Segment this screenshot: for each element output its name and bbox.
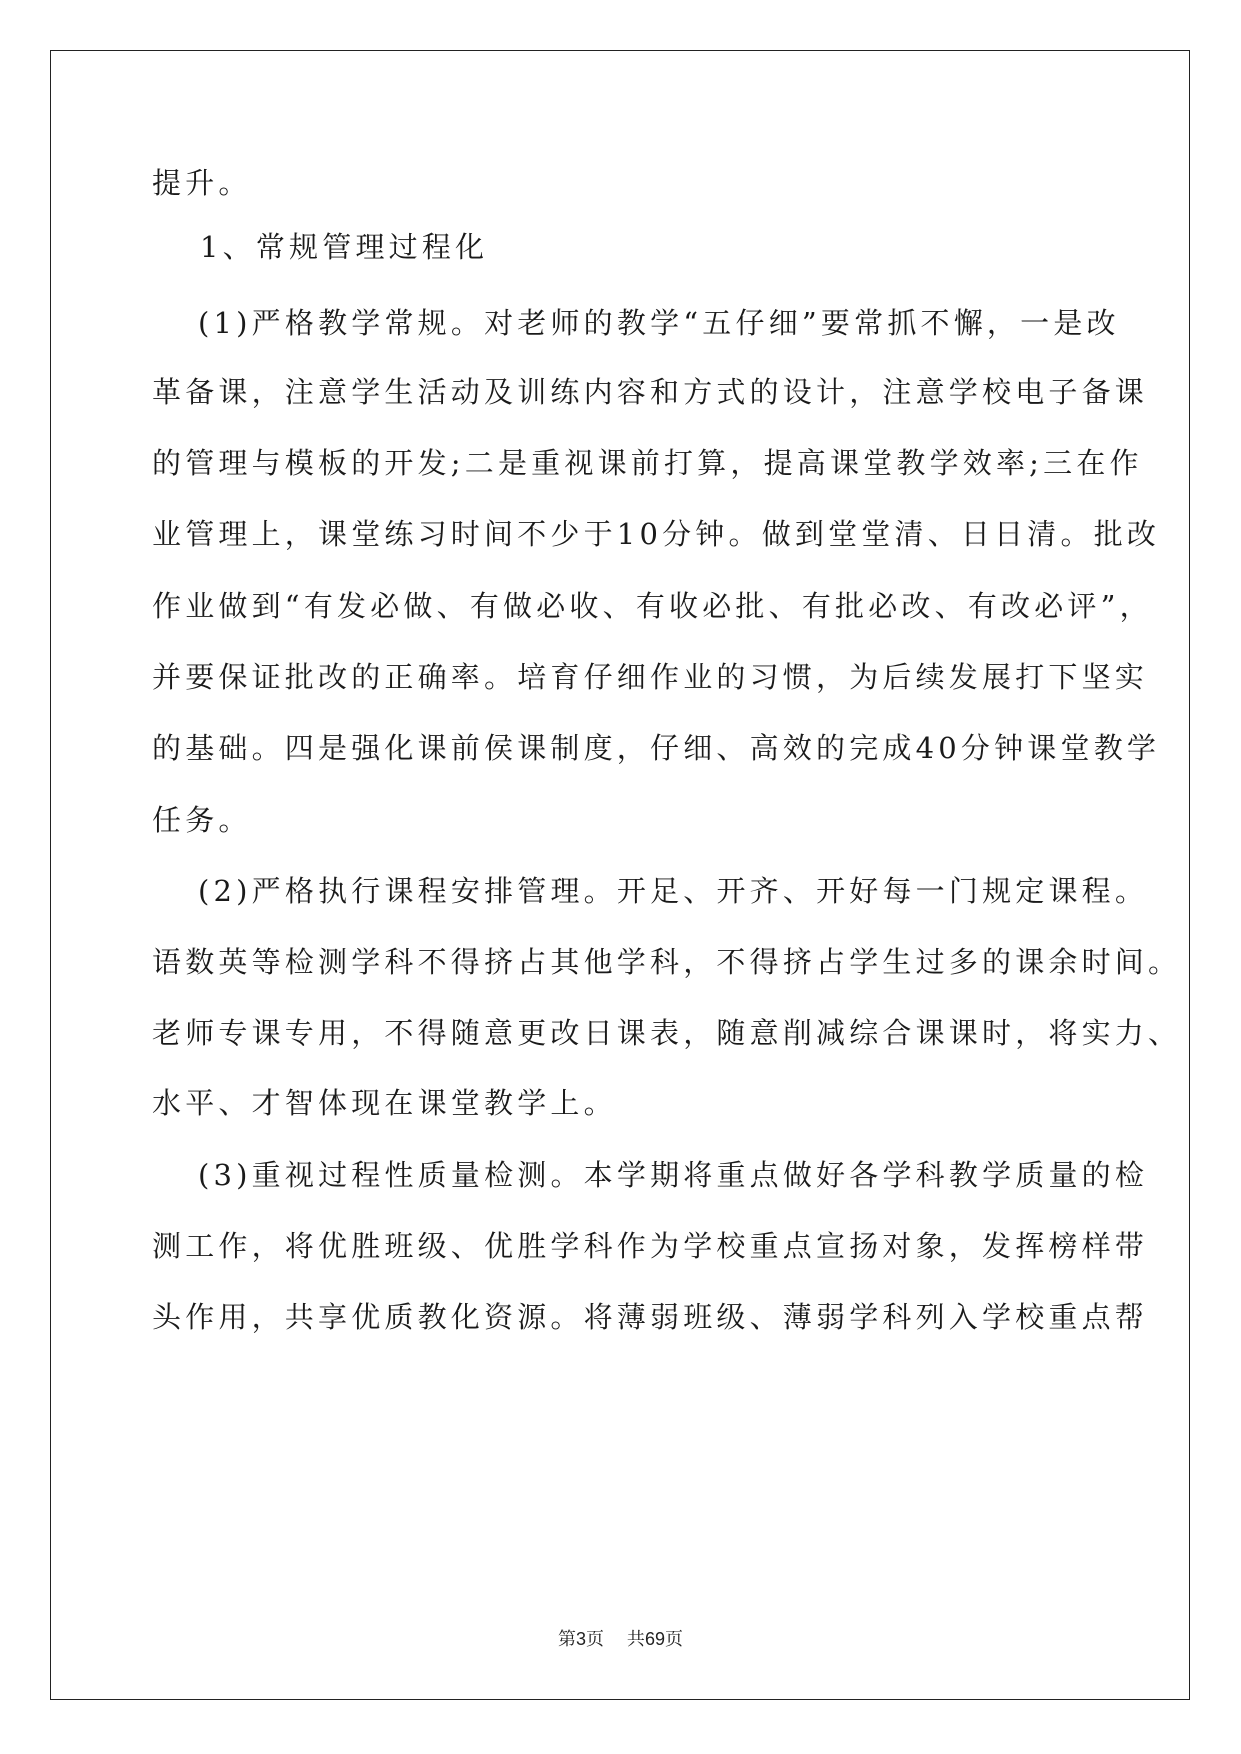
paragraph-line: 头作用，共享优质教化资源。将薄弱班级、薄弱学科列入学校重点帮	[152, 1300, 1149, 1334]
paragraph-line: 语数英等检测学科不得挤占其他学科，不得挤占学生过多的课余时间。	[152, 945, 1182, 979]
paragraph-line: 业管理上，课堂练习时间不少于10分钟。做到堂堂清、日日清。批改	[152, 517, 1161, 551]
paragraph-line: 老师专课专用，不得随意更改日课表，随意削减综合课课时，将实力、	[152, 1016, 1182, 1050]
paragraph-line: 的基础。四是强化课前侯课制度，仔细、高效的完成40分钟课堂教学	[152, 731, 1161, 765]
paragraph-line: 任务。	[152, 803, 252, 837]
paragraph-line: (2)严格执行课程安排管理。开足、开齐、开好每一门规定课程。	[198, 874, 1149, 908]
page-footer	[0, 1625, 1241, 1651]
footer-prefix: 第	[558, 1629, 577, 1650]
paragraph-line: 水平、才智体现在课堂教学上。	[152, 1086, 617, 1120]
total-pages-number: 69	[644, 1629, 665, 1649]
section-heading: 1、常规管理过程化	[200, 230, 489, 264]
paragraph-line: 并要保证批改的正确率。培育仔细作业的习惯，为后续发展打下坚实	[152, 660, 1149, 694]
text-line: 提升。	[152, 166, 252, 200]
paragraph-line: 的管理与模板的开发;二是重视课前打算，提高课堂教学效率;三在作	[152, 446, 1143, 480]
paragraph-line: (3)重视过程性质量检测。本学期将重点做好各学科教学质量的检	[198, 1158, 1149, 1192]
footer-suffix: 页	[664, 1629, 683, 1650]
current-page-number: 3	[576, 1629, 587, 1649]
footer-mid: 页 共	[586, 1629, 645, 1650]
paragraph-line: 作业做到“有发必做、有做必收、有收必批、有批必改、有改必评”，	[152, 589, 1153, 623]
paragraph-line: 革备课，注意学生活动及训练内容和方式的设计，注意学校电子备课	[152, 375, 1149, 409]
paragraph-line: 测工作，将优胜班级、优胜学科作为学校重点宣扬对象，发挥榜样带	[152, 1229, 1149, 1263]
paragraph-line: (1)严格教学常规。对老师的教学“五仔细”要常抓不懈，一是改	[198, 306, 1120, 340]
